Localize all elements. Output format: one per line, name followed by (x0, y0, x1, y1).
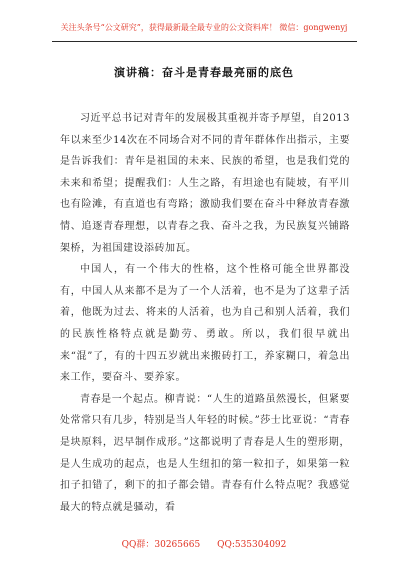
document-title: 演讲稿：奋斗是青春最亮丽的底色 (114, 66, 294, 79)
footer-qq: QQ:535304092 (217, 540, 287, 550)
footer-qq-group: QQ群：30265665 (121, 540, 201, 550)
paragraph-2: 中国人，有一个伟大的性格，这个性格可能全世界都没有，中国人从来都不是为了一个人活着，也不是为了这辈子活着，他既为过去、将来的人活着，也为自己和别人活着，我们的民族性格特点就是勤劳、勇敢。所以，我们很早就出来“混”了，有的十四五岁就出来搬砖打工，养家糊口，着急出来工作，要奋斗、要养家。 (60, 264, 350, 384)
header-divider (52, 41, 357, 42)
header-note: 关注头条号“公文研究”，获得最新最全最专业的公文资料库！ 微信：gongwenyj (60, 23, 348, 32)
paragraph-1: 习近平总书记对青年的发展极其重视并寄予厚望，自2013年以来至少14次在不同场合对不同的青年群体作出指示，主要是告诉我们：青年是祖国的未来、民族的希望，也是我们党的未来和希望；提醒我们：人生之路，有坦途也有陡坡，有平川也有险滩，有直道也有弯路；激励我们要在奋斗中释放青春激情、追逐青春理想，以青春之我、奋斗之我，为民族复兴铺路架桥，为祖国建设添砖加瓦。 (60, 113, 350, 254)
paragraph-3: 青春是一个起点。柳青说：“人生的道路虽然漫长，但紧要处常常只有几步，特别是当人年轻的时候。”莎士比亚说：“青春是块原料，迟早制作成形。”这都说明了青春是人生的塑形期，是人生成功的起点，也是人生纽扣的第一粒扣子，如果第一粒扣子扣错了，剩下的扣子都会错。青春有什么特点呢？我感觉最大的特点就是骚动，看 (60, 393, 350, 513)
footer-contact (0, 537, 408, 550)
document-body (60, 108, 350, 518)
